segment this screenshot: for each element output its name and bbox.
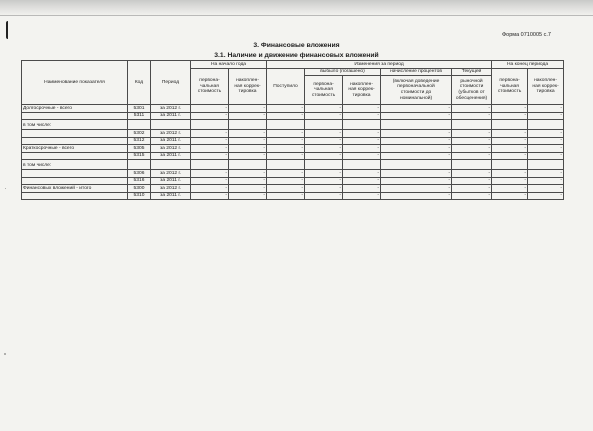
value-cell bbox=[528, 120, 564, 130]
row-period bbox=[151, 120, 191, 130]
header-name: Наименование показателя bbox=[22, 61, 128, 105]
dash-placeholder: - bbox=[448, 193, 451, 199]
dash-placeholder: - bbox=[524, 185, 527, 191]
value-cell bbox=[528, 185, 564, 193]
value-cell bbox=[381, 130, 452, 138]
dash-placeholder: - bbox=[488, 170, 491, 176]
dash-placeholder: - bbox=[339, 193, 342, 199]
row-name bbox=[22, 130, 128, 138]
dash-placeholder: - bbox=[524, 130, 527, 136]
dash-placeholder: - bbox=[377, 130, 380, 136]
scan-bracket-mark bbox=[6, 21, 11, 39]
dash-placeholder: - bbox=[524, 138, 527, 144]
value-cell bbox=[229, 145, 267, 153]
row-name bbox=[22, 137, 128, 145]
value-cell bbox=[492, 145, 528, 153]
value-cell bbox=[381, 137, 452, 145]
dash-placeholder: - bbox=[263, 138, 266, 144]
subsection-title: 3.1. Наличие и движение финансовых вложений bbox=[214, 52, 379, 59]
value-cell bbox=[528, 160, 564, 170]
value-cell bbox=[492, 192, 528, 200]
form-code: Форма 0710005 с.7 bbox=[502, 32, 551, 38]
row-code: 5305 bbox=[128, 145, 151, 153]
value-cell bbox=[492, 152, 528, 160]
value-cell bbox=[305, 192, 343, 200]
value-cell bbox=[381, 145, 452, 153]
row-code: 5316 bbox=[128, 177, 151, 185]
value-cell bbox=[381, 160, 452, 170]
row-code bbox=[128, 120, 151, 130]
dash-placeholder: - bbox=[339, 185, 342, 191]
value-cell bbox=[492, 120, 528, 130]
value-cell bbox=[528, 130, 564, 138]
value-cell bbox=[267, 177, 305, 185]
dash-placeholder: - bbox=[488, 153, 491, 159]
header-period: Период bbox=[151, 61, 191, 105]
scan-speck bbox=[5, 188, 6, 189]
dash-placeholder: - bbox=[225, 170, 227, 176]
dash-placeholder: - bbox=[524, 113, 527, 119]
value-cell bbox=[381, 112, 452, 120]
table-row bbox=[22, 177, 564, 185]
value-cell bbox=[343, 137, 381, 145]
value-cell bbox=[191, 170, 229, 178]
dash-placeholder: - bbox=[339, 138, 342, 144]
value-cell bbox=[452, 152, 492, 160]
financial-investments-table bbox=[21, 60, 564, 200]
dash-placeholder: - bbox=[377, 105, 380, 111]
dash-placeholder: - bbox=[225, 130, 227, 136]
value-cell bbox=[381, 177, 452, 185]
row-name bbox=[22, 170, 128, 178]
value-cell bbox=[528, 112, 564, 120]
value-cell bbox=[267, 152, 305, 160]
value-cell bbox=[343, 112, 381, 120]
table-row bbox=[22, 185, 564, 193]
value-cell bbox=[452, 170, 492, 178]
dash-placeholder: - bbox=[560, 170, 563, 176]
dash-placeholder: - bbox=[301, 178, 304, 184]
value-cell bbox=[229, 105, 267, 113]
row-period bbox=[151, 160, 191, 170]
dash-placeholder: - bbox=[339, 145, 342, 151]
dash-placeholder: - bbox=[488, 185, 491, 191]
dash-placeholder: - bbox=[448, 145, 451, 151]
value-cell bbox=[267, 145, 305, 153]
header-current-value: Текущей bbox=[452, 69, 492, 76]
value-cell bbox=[492, 137, 528, 145]
value-cell bbox=[492, 160, 528, 170]
row-period: за 2011 г. bbox=[151, 112, 191, 120]
value-cell bbox=[191, 120, 229, 130]
value-cell bbox=[229, 120, 267, 130]
header-end-of-period: На конец периода bbox=[492, 61, 564, 69]
dash-placeholder: - bbox=[448, 153, 451, 159]
header-start-of-year: На начало года bbox=[191, 61, 267, 69]
value-cell bbox=[528, 137, 564, 145]
row-code: 5311 bbox=[128, 112, 151, 120]
header-start-initial-cost: первона- чальная стоимость bbox=[191, 69, 229, 105]
row-period: за 2011 г. bbox=[151, 137, 191, 145]
value-cell bbox=[528, 170, 564, 178]
row-name: Краткосрочные - всего bbox=[22, 145, 128, 153]
dash-placeholder: - bbox=[225, 153, 227, 159]
dash-placeholder: - bbox=[225, 193, 227, 199]
dash-placeholder: - bbox=[488, 105, 491, 111]
dash-placeholder: - bbox=[560, 105, 563, 111]
value-cell bbox=[191, 192, 229, 200]
value-cell bbox=[229, 170, 267, 178]
value-cell bbox=[267, 120, 305, 130]
dash-placeholder: - bbox=[263, 170, 266, 176]
table-row bbox=[22, 137, 564, 145]
dash-placeholder: - bbox=[377, 170, 380, 176]
value-cell bbox=[267, 160, 305, 170]
dash-placeholder: - bbox=[448, 170, 451, 176]
row-period: за 2011 г. bbox=[151, 152, 191, 160]
value-cell bbox=[343, 185, 381, 193]
header-end-accum-adj: накоплен- ная коррек- тировка bbox=[528, 69, 564, 105]
value-cell bbox=[343, 130, 381, 138]
dash-placeholder: - bbox=[488, 193, 491, 199]
dash-placeholder: - bbox=[339, 178, 342, 184]
dash-placeholder: - bbox=[301, 193, 304, 199]
dash-placeholder: - bbox=[448, 185, 451, 191]
value-cell bbox=[191, 112, 229, 120]
header-start-accum-adj: накоплен- ная коррек- тировка bbox=[229, 69, 267, 105]
row-name: Долгосрочные - всего bbox=[22, 105, 128, 113]
row-name: Финансовых вложений - итого bbox=[22, 185, 128, 193]
header-retired-initial-cost: первона- чальная стоимость bbox=[305, 76, 343, 105]
value-cell bbox=[305, 112, 343, 120]
dash-placeholder: - bbox=[524, 153, 527, 159]
table-row bbox=[22, 112, 564, 120]
table-row bbox=[22, 160, 564, 170]
value-cell bbox=[343, 120, 381, 130]
value-cell bbox=[381, 192, 452, 200]
value-cell bbox=[267, 130, 305, 138]
row-name bbox=[22, 177, 128, 185]
value-cell bbox=[305, 177, 343, 185]
value-cell bbox=[191, 145, 229, 153]
dash-placeholder: - bbox=[560, 138, 563, 144]
table-row bbox=[22, 192, 564, 200]
row-code: 5301 bbox=[128, 105, 151, 113]
dash-placeholder: - bbox=[339, 113, 342, 119]
value-cell bbox=[452, 185, 492, 193]
table-row bbox=[22, 120, 564, 130]
value-cell bbox=[343, 192, 381, 200]
row-period: за 2012 г. bbox=[151, 185, 191, 193]
dash-placeholder: - bbox=[488, 178, 491, 184]
value-cell bbox=[452, 112, 492, 120]
value-cell bbox=[452, 130, 492, 138]
value-cell bbox=[381, 120, 452, 130]
value-cell bbox=[229, 160, 267, 170]
dash-placeholder: - bbox=[377, 193, 380, 199]
dash-placeholder: - bbox=[560, 193, 563, 199]
value-cell bbox=[452, 137, 492, 145]
value-cell bbox=[229, 137, 267, 145]
row-code: 5306 bbox=[128, 170, 151, 178]
row-name bbox=[22, 112, 128, 120]
dash-placeholder: - bbox=[339, 170, 342, 176]
dash-placeholder: - bbox=[524, 145, 527, 151]
value-cell bbox=[381, 170, 452, 178]
dash-placeholder: - bbox=[560, 130, 563, 136]
dash-placeholder: - bbox=[263, 130, 266, 136]
value-cell bbox=[191, 137, 229, 145]
row-code: 5315 bbox=[128, 152, 151, 160]
dash-placeholder: - bbox=[301, 130, 304, 136]
header-code: Код bbox=[128, 61, 151, 105]
row-name: в том числе: bbox=[22, 120, 128, 130]
value-cell bbox=[492, 105, 528, 113]
value-cell bbox=[381, 152, 452, 160]
value-cell bbox=[191, 177, 229, 185]
value-cell bbox=[267, 112, 305, 120]
value-cell bbox=[267, 170, 305, 178]
value-cell bbox=[305, 120, 343, 130]
value-cell bbox=[343, 145, 381, 153]
value-cell bbox=[492, 177, 528, 185]
dash-placeholder: - bbox=[524, 178, 527, 184]
row-code: 5310 bbox=[128, 192, 151, 200]
value-cell bbox=[305, 130, 343, 138]
header-changes: Изменения за период bbox=[267, 61, 492, 69]
dash-placeholder: - bbox=[488, 138, 491, 144]
dash-placeholder: - bbox=[225, 185, 227, 191]
value-cell bbox=[305, 170, 343, 178]
dash-placeholder: - bbox=[448, 138, 451, 144]
value-cell bbox=[452, 120, 492, 130]
dash-placeholder: - bbox=[560, 145, 563, 151]
header-received: Поступило bbox=[267, 69, 305, 105]
value-cell bbox=[229, 112, 267, 120]
value-cell bbox=[229, 177, 267, 185]
value-cell bbox=[343, 170, 381, 178]
dash-placeholder: - bbox=[448, 130, 451, 136]
dash-placeholder: - bbox=[263, 105, 266, 111]
value-cell bbox=[229, 192, 267, 200]
row-code: 5302 bbox=[128, 130, 151, 138]
value-cell bbox=[343, 177, 381, 185]
value-cell bbox=[305, 137, 343, 145]
row-period: за 2012 г. bbox=[151, 145, 191, 153]
dash-placeholder: - bbox=[263, 153, 266, 159]
value-cell bbox=[305, 105, 343, 113]
dash-placeholder: - bbox=[524, 105, 527, 111]
row-period: за 2012 г. bbox=[151, 105, 191, 113]
table-row bbox=[22, 170, 564, 178]
row-code: 5300 bbox=[128, 185, 151, 193]
table-row bbox=[22, 105, 564, 113]
dash-placeholder: - bbox=[263, 145, 266, 151]
table-row bbox=[22, 152, 564, 160]
dash-placeholder: - bbox=[301, 138, 304, 144]
dash-placeholder: - bbox=[377, 138, 380, 144]
dash-placeholder: - bbox=[524, 193, 527, 199]
value-cell bbox=[381, 105, 452, 113]
value-cell bbox=[229, 152, 267, 160]
dash-placeholder: - bbox=[225, 105, 227, 111]
value-cell bbox=[452, 105, 492, 113]
scan-top-edge bbox=[0, 0, 593, 16]
dash-placeholder: - bbox=[560, 113, 563, 119]
value-cell bbox=[343, 160, 381, 170]
value-cell bbox=[229, 130, 267, 138]
dash-placeholder: - bbox=[263, 193, 266, 199]
dash-placeholder: - bbox=[488, 130, 491, 136]
scan-speck bbox=[4, 353, 6, 355]
value-cell bbox=[492, 130, 528, 138]
row-code: 5312 bbox=[128, 137, 151, 145]
value-cell bbox=[305, 160, 343, 170]
row-period: за 2012 г. bbox=[151, 170, 191, 178]
value-cell bbox=[452, 160, 492, 170]
row-name bbox=[22, 152, 128, 160]
value-cell bbox=[492, 170, 528, 178]
value-cell bbox=[267, 137, 305, 145]
row-period: за 2012 г. bbox=[151, 130, 191, 138]
dash-placeholder: - bbox=[225, 145, 227, 151]
value-cell bbox=[528, 105, 564, 113]
dash-placeholder: - bbox=[448, 105, 451, 111]
dash-placeholder: - bbox=[263, 178, 266, 184]
value-cell bbox=[528, 152, 564, 160]
dash-placeholder: - bbox=[377, 153, 380, 159]
value-cell bbox=[452, 177, 492, 185]
dash-placeholder: - bbox=[225, 113, 227, 119]
dash-placeholder: - bbox=[488, 145, 491, 151]
value-cell bbox=[229, 185, 267, 193]
value-cell bbox=[452, 145, 492, 153]
header-accrued-interest-sub: (включая доведение первоначальной стоимости до номинальной) bbox=[381, 76, 452, 105]
row-name: в том числе: bbox=[22, 160, 128, 170]
value-cell bbox=[492, 185, 528, 193]
value-cell bbox=[191, 130, 229, 138]
value-cell bbox=[267, 105, 305, 113]
dash-placeholder: - bbox=[301, 113, 304, 119]
scan-top-line bbox=[0, 15, 593, 16]
value-cell bbox=[305, 185, 343, 193]
value-cell bbox=[191, 160, 229, 170]
dash-placeholder: - bbox=[301, 105, 304, 111]
dash-placeholder: - bbox=[225, 178, 227, 184]
dash-placeholder: - bbox=[301, 145, 304, 151]
header-retired-accum-adj: накоплен- ная коррек- тировка bbox=[343, 76, 381, 105]
value-cell bbox=[452, 192, 492, 200]
dash-placeholder: - bbox=[488, 113, 491, 119]
dash-placeholder: - bbox=[301, 153, 304, 159]
value-cell bbox=[381, 185, 452, 193]
header-accrued-interest: начисление процентов bbox=[381, 69, 452, 76]
value-cell bbox=[343, 152, 381, 160]
dash-placeholder: - bbox=[448, 113, 451, 119]
dash-placeholder: - bbox=[301, 170, 304, 176]
dash-placeholder: - bbox=[339, 105, 342, 111]
row-period: за 2011 г. bbox=[151, 192, 191, 200]
dash-placeholder: - bbox=[339, 153, 342, 159]
value-cell bbox=[267, 192, 305, 200]
dash-placeholder: - bbox=[377, 185, 380, 191]
value-cell bbox=[305, 152, 343, 160]
value-cell bbox=[267, 185, 305, 193]
table-row bbox=[22, 145, 564, 153]
value-cell bbox=[492, 112, 528, 120]
header-current-value-sub: рыночной стоимости (убытков от обесценения) bbox=[452, 76, 492, 105]
dash-placeholder: - bbox=[524, 170, 527, 176]
header-end-initial-cost: первона- чальная стоимость bbox=[492, 69, 528, 105]
dash-placeholder: - bbox=[225, 138, 227, 144]
value-cell bbox=[343, 105, 381, 113]
dash-placeholder: - bbox=[377, 178, 380, 184]
dash-placeholder: - bbox=[339, 130, 342, 136]
dash-placeholder: - bbox=[301, 185, 304, 191]
value-cell bbox=[528, 177, 564, 185]
value-cell bbox=[528, 192, 564, 200]
value-cell bbox=[528, 145, 564, 153]
table-row bbox=[22, 130, 564, 138]
value-cell bbox=[305, 145, 343, 153]
value-cell bbox=[191, 152, 229, 160]
row-period: за 2011 г. bbox=[151, 177, 191, 185]
header-retired: выбыло (погашено) bbox=[305, 69, 381, 76]
dash-placeholder: - bbox=[560, 153, 563, 159]
dash-placeholder: - bbox=[377, 113, 380, 119]
section-title: 3. Финансовые вложения bbox=[253, 42, 340, 49]
dash-placeholder: - bbox=[560, 185, 563, 191]
dash-placeholder: - bbox=[377, 145, 380, 151]
row-code bbox=[128, 160, 151, 170]
value-cell bbox=[191, 105, 229, 113]
dash-placeholder: - bbox=[263, 113, 266, 119]
value-cell bbox=[191, 185, 229, 193]
dash-placeholder: - bbox=[560, 178, 563, 184]
dash-placeholder: - bbox=[448, 178, 451, 184]
row-name bbox=[22, 192, 128, 200]
dash-placeholder: - bbox=[263, 185, 266, 191]
